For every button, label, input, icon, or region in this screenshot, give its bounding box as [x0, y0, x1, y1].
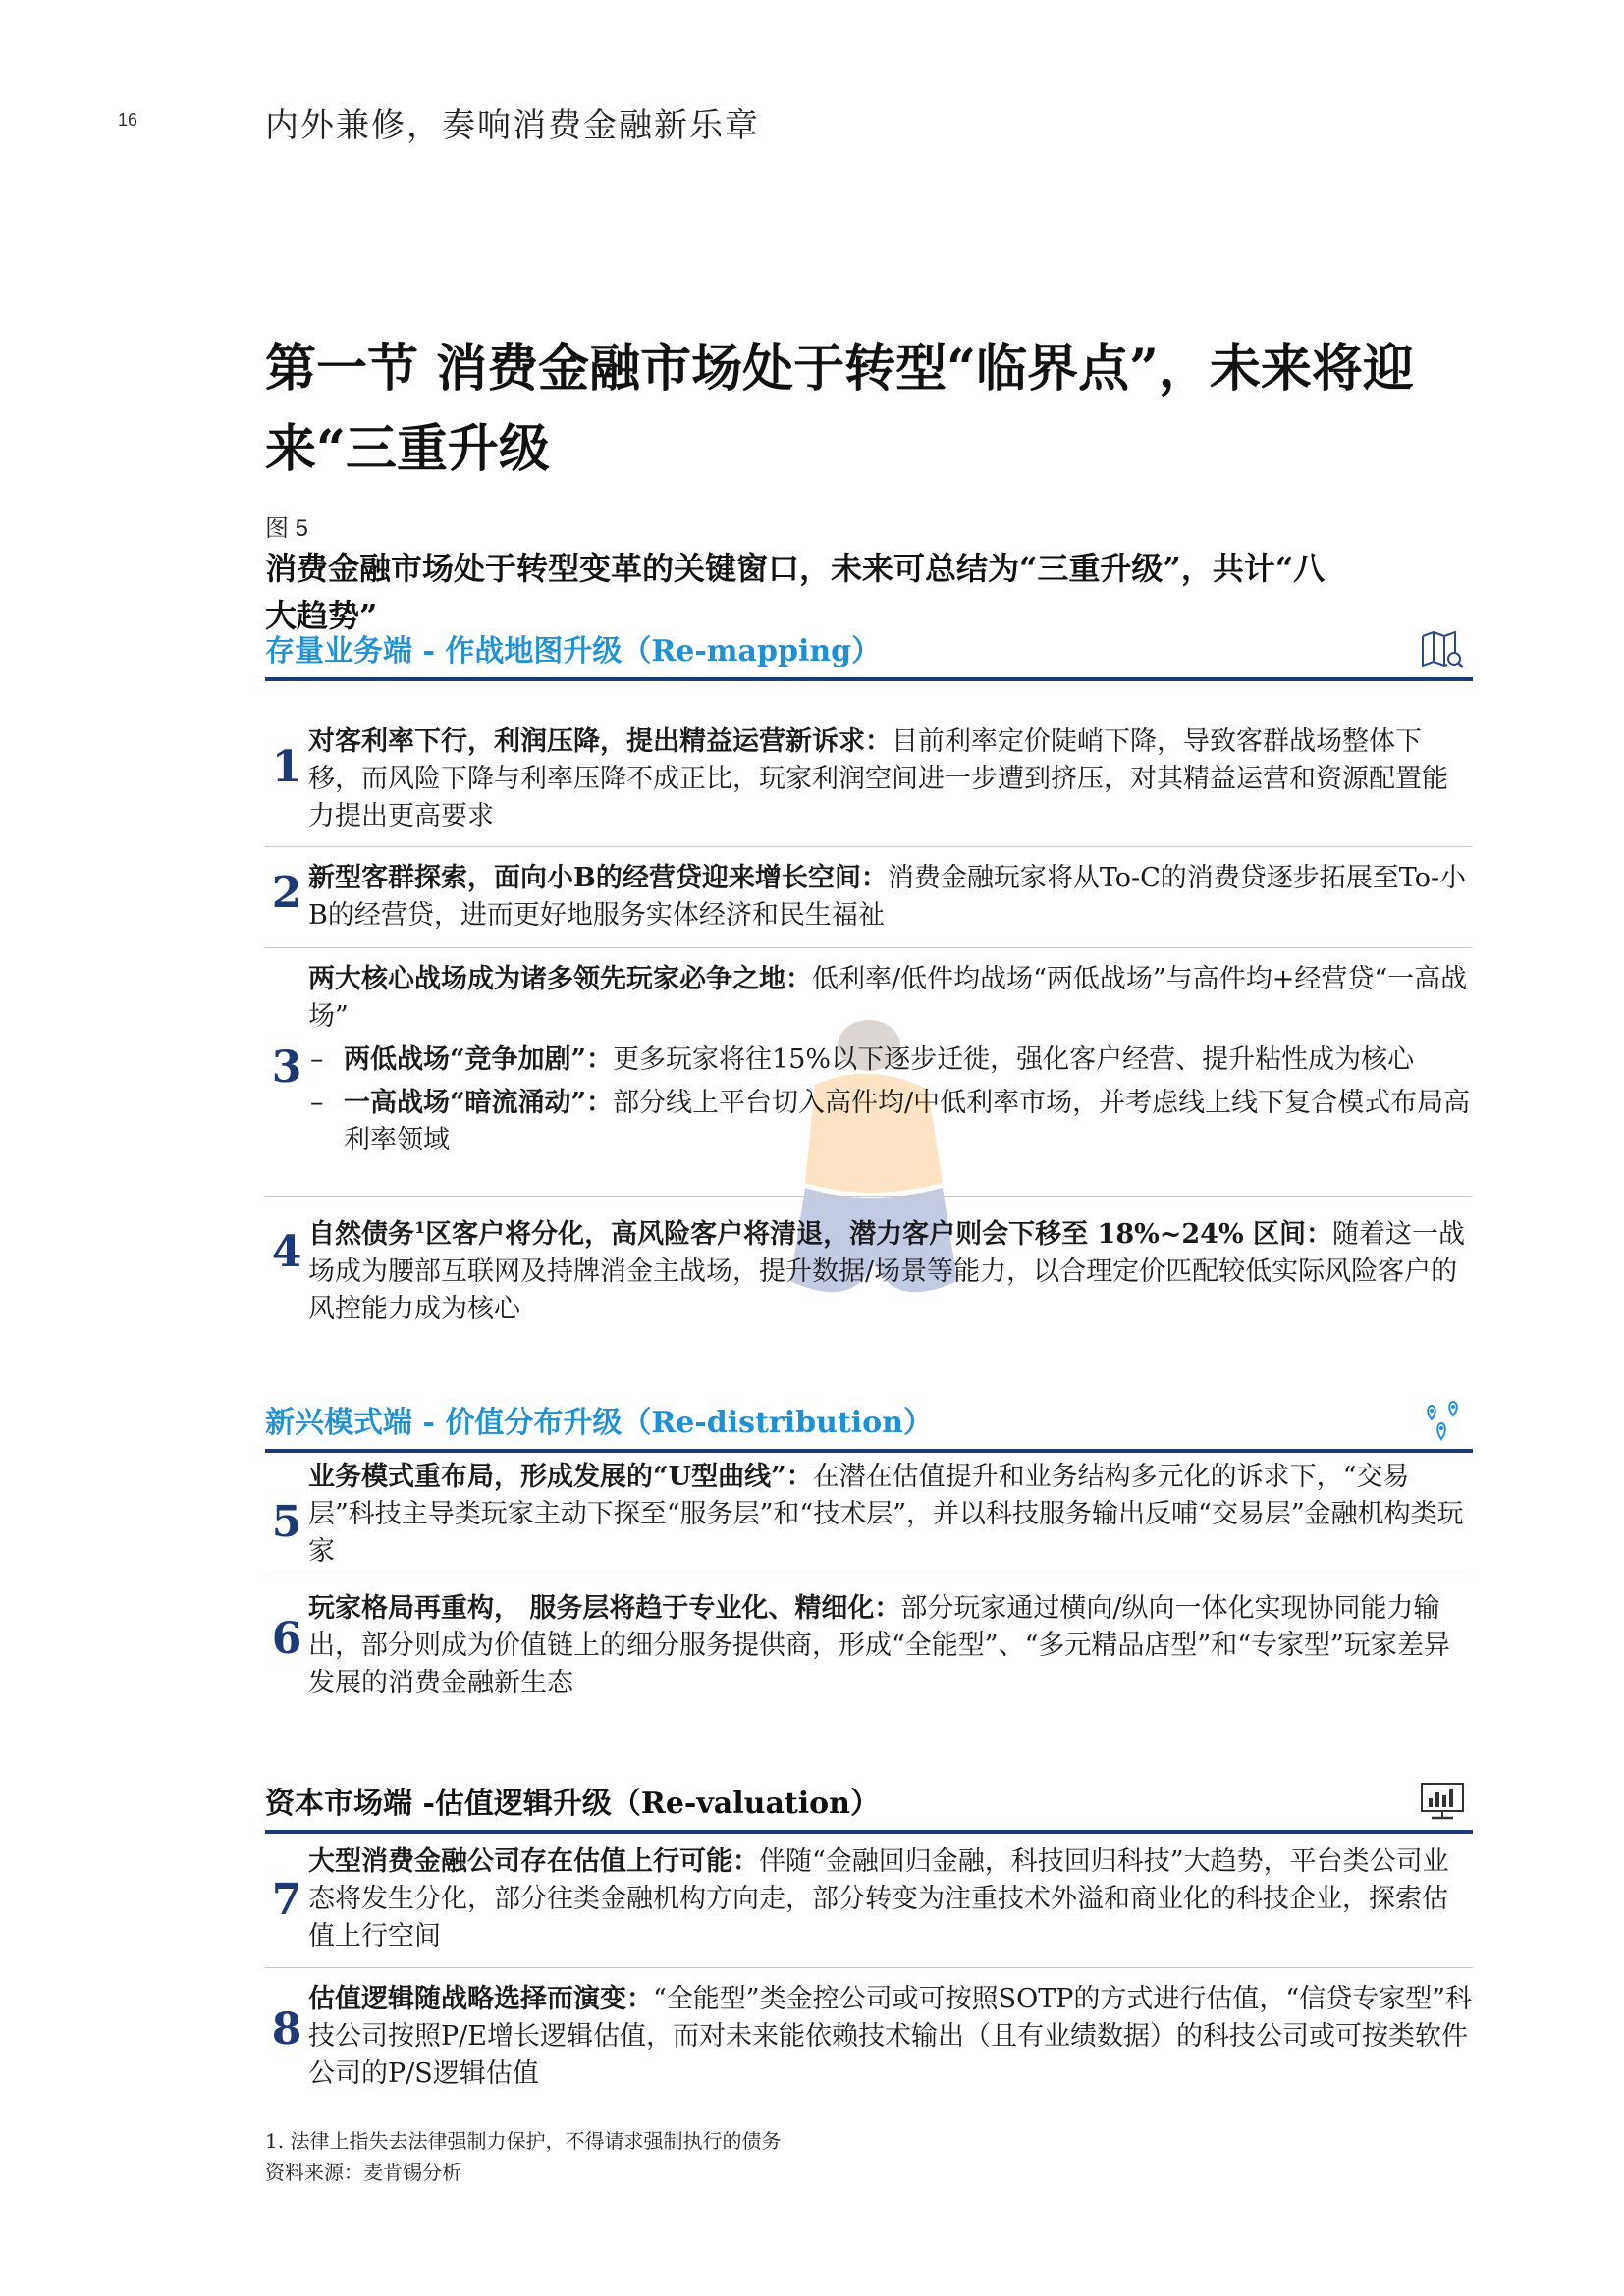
- sub-point-body: 部分线上平台切入高件均/中低利率市场，并考虑线上线下复合模式布局高利率领域: [344, 1088, 1471, 1155]
- footnote: 1. 法律上指失去法律强制力保护，不得请求强制执行的债务: [265, 2129, 782, 2153]
- trend-heading-a: 自然债务: [308, 1219, 414, 1250]
- trend-item-5: [265, 1455, 1473, 1575]
- trend-item-3: [265, 947, 1473, 1197]
- trend-body: “全能型”类金控公司或可按照SOTP的方式进行估值，“信贷专家型”科技公司按照P/E增长逻辑估值，而对未来能依赖技术输出（且有业绩数据）的科技公司或可按类软件公司的P/S逻辑估值: [308, 1984, 1473, 2089]
- trend-number: 1: [271, 742, 302, 792]
- trend-body: 伴随“金融回归金融，科技回归科技”大趋势，平台类公司业态将发生分化，部分往类金融机构方向走，部分转变为注重技术外溢和商业化的科技企业，探索估值上行空间: [308, 1846, 1449, 1951]
- trend-body: 随着这一战场成为腰部互联网及持牌消金主战场，提升数据/场景等能力，以合理定价匹配较低实际风险客户的风控能力成为核心: [308, 1219, 1466, 1324]
- section-label: 资本市场端 -估值逻辑升级（Re-valuation）: [265, 1787, 880, 1821]
- section-header-remapping: [265, 620, 1473, 681]
- trend-number: 6: [271, 1614, 302, 1664]
- page-number: 16: [118, 110, 138, 130]
- trend-item-4: [265, 1196, 1473, 1333]
- section-label: 新兴模式端 - 价值分布升级（Re-distribution）: [265, 1406, 933, 1440]
- section-header-revaluation: [265, 1773, 1473, 1834]
- source-note: 资料来源：麦肯锡分析: [265, 2161, 461, 2184]
- footnote-marker: 1: [414, 1218, 426, 1237]
- trend-text: [308, 1459, 1473, 1571]
- figure-title-line-1: 消费金融市场处于转型变革的关键窗口，未来可总结为“三重升级”，共计“八: [265, 550, 1326, 587]
- trend-heading: 两大核心战场成为诸多领先玩家必争之地：: [308, 964, 812, 994]
- sub-point-heading: 两低战场“竞争加剧”：: [344, 1044, 614, 1075]
- trend-number: 3: [271, 1042, 302, 1093]
- trend-item-7: [265, 1834, 1473, 1968]
- trend-heading: 估值逻辑随战略选择而演变：: [308, 1984, 653, 2014]
- trend-body: 消费金融玩家将从To-C的消费贷逐步拓展至To-小B的经营贷，进而更好地服务实体经济和民生福祉: [308, 863, 1467, 931]
- trend-text: [308, 723, 1473, 835]
- trend-heading: 玩家格局再重构， 服务层将趋于专业化、精细化：: [308, 1593, 901, 1624]
- trend-heading-b: 区客户将分化，高风险客户将清退，潜力客户则会下移至 18%~24% 区间：: [425, 1219, 1333, 1250]
- trend-heading: 新型客群探索，面向小B的经营贷迎来增长空间：: [308, 863, 888, 893]
- section-heading: [265, 329, 1473, 490]
- trend-heading: 业务模式重布局，形成发展的“U型曲线”：: [308, 1462, 813, 1492]
- trend-heading: 大型消费金融公司存在估值上行可能：: [308, 1846, 759, 1877]
- trend-text: [308, 1843, 1473, 1955]
- trend-text: [308, 1590, 1473, 1702]
- trend-number: 2: [271, 868, 302, 918]
- trend-body: 目前利率定价陡峭下降，导致客群战场整体下移，而风险下降与利率压降不成正比，玩家利润空间进一步遭到挤压，对其精益运营和资源配置能力提出更高要求: [308, 726, 1448, 831]
- section-label: 存量业务端 - 作战地图升级（Re-mapping）: [265, 634, 882, 668]
- sub-point-body: 更多玩家将往15%以下逐步迁徙，强化客户经营、提升粘性成为核心: [613, 1044, 1415, 1075]
- location-pins-icon: [1420, 1400, 1465, 1441]
- figure-title-line-2: 大趋势”: [265, 597, 378, 634]
- trend-number: 4: [271, 1227, 302, 1277]
- section-heading-line-2: 来“三重升级: [265, 419, 550, 479]
- sub-point-heading: 一高战场“暗流涌动”：: [344, 1088, 614, 1118]
- sub-point-1: – 两低战场“竞争加剧”：更多玩家将往15%以下逐步迁徙，强化客户经营、提升粘性成为核心: [310, 1044, 1415, 1075]
- trend-body: 在潜在估值提升和业务结构多元化的诉求下，“交易层”科技主导类玩家主动下探至“服务层”和“技术层”，并以科技服务输出反哺“交易层”金融机构类玩家: [308, 1462, 1464, 1567]
- trend-body: 部分玩家通过横向/纵向一体化实现协同能力输出，部分则成为价值链上的细分服务提供商，形成“全能型”、“多元精品店型”和“专家型”玩家差异发展的消费金融新生态: [308, 1593, 1450, 1698]
- trend-text: [308, 860, 1473, 934]
- map-search-icon: [1420, 628, 1465, 669]
- trend-text: [308, 961, 1473, 1159]
- trend-item-1: [265, 709, 1473, 847]
- trend-item-8: [265, 1967, 1473, 2105]
- sub-point-2: – 一高战场“暗流涌动”：部分线上平台切入高件均/中低利率市场，并考虑线上线下复合模式布局高利率领域: [310, 1088, 1471, 1155]
- figure-label: 图 5: [265, 515, 309, 542]
- trend-number: 7: [271, 1875, 302, 1925]
- chart-monitor-icon: [1420, 1781, 1465, 1822]
- trend-item-6: [265, 1575, 1473, 1712]
- trend-text: [308, 1981, 1473, 2093]
- trend-heading: 对客利率下行，利润压降，提出精益运营新诉求：: [308, 726, 892, 757]
- trend-body: 低利率/低件均战场“两低战场”与高件均+经营贷“一高战场”: [308, 964, 1468, 1032]
- running-title: 内外兼修，奏响消费金融新乐章: [265, 106, 760, 145]
- section-header-redistribution: [265, 1392, 1473, 1453]
- trend-text: [308, 1209, 1473, 1328]
- trend-item-2: [265, 846, 1473, 948]
- section-heading-line-1: 第一节 消费金融市场处于转型“临界点”，未来将迎: [265, 339, 1414, 399]
- trend-number: 5: [271, 1497, 302, 1547]
- trend-number: 8: [271, 2004, 302, 2055]
